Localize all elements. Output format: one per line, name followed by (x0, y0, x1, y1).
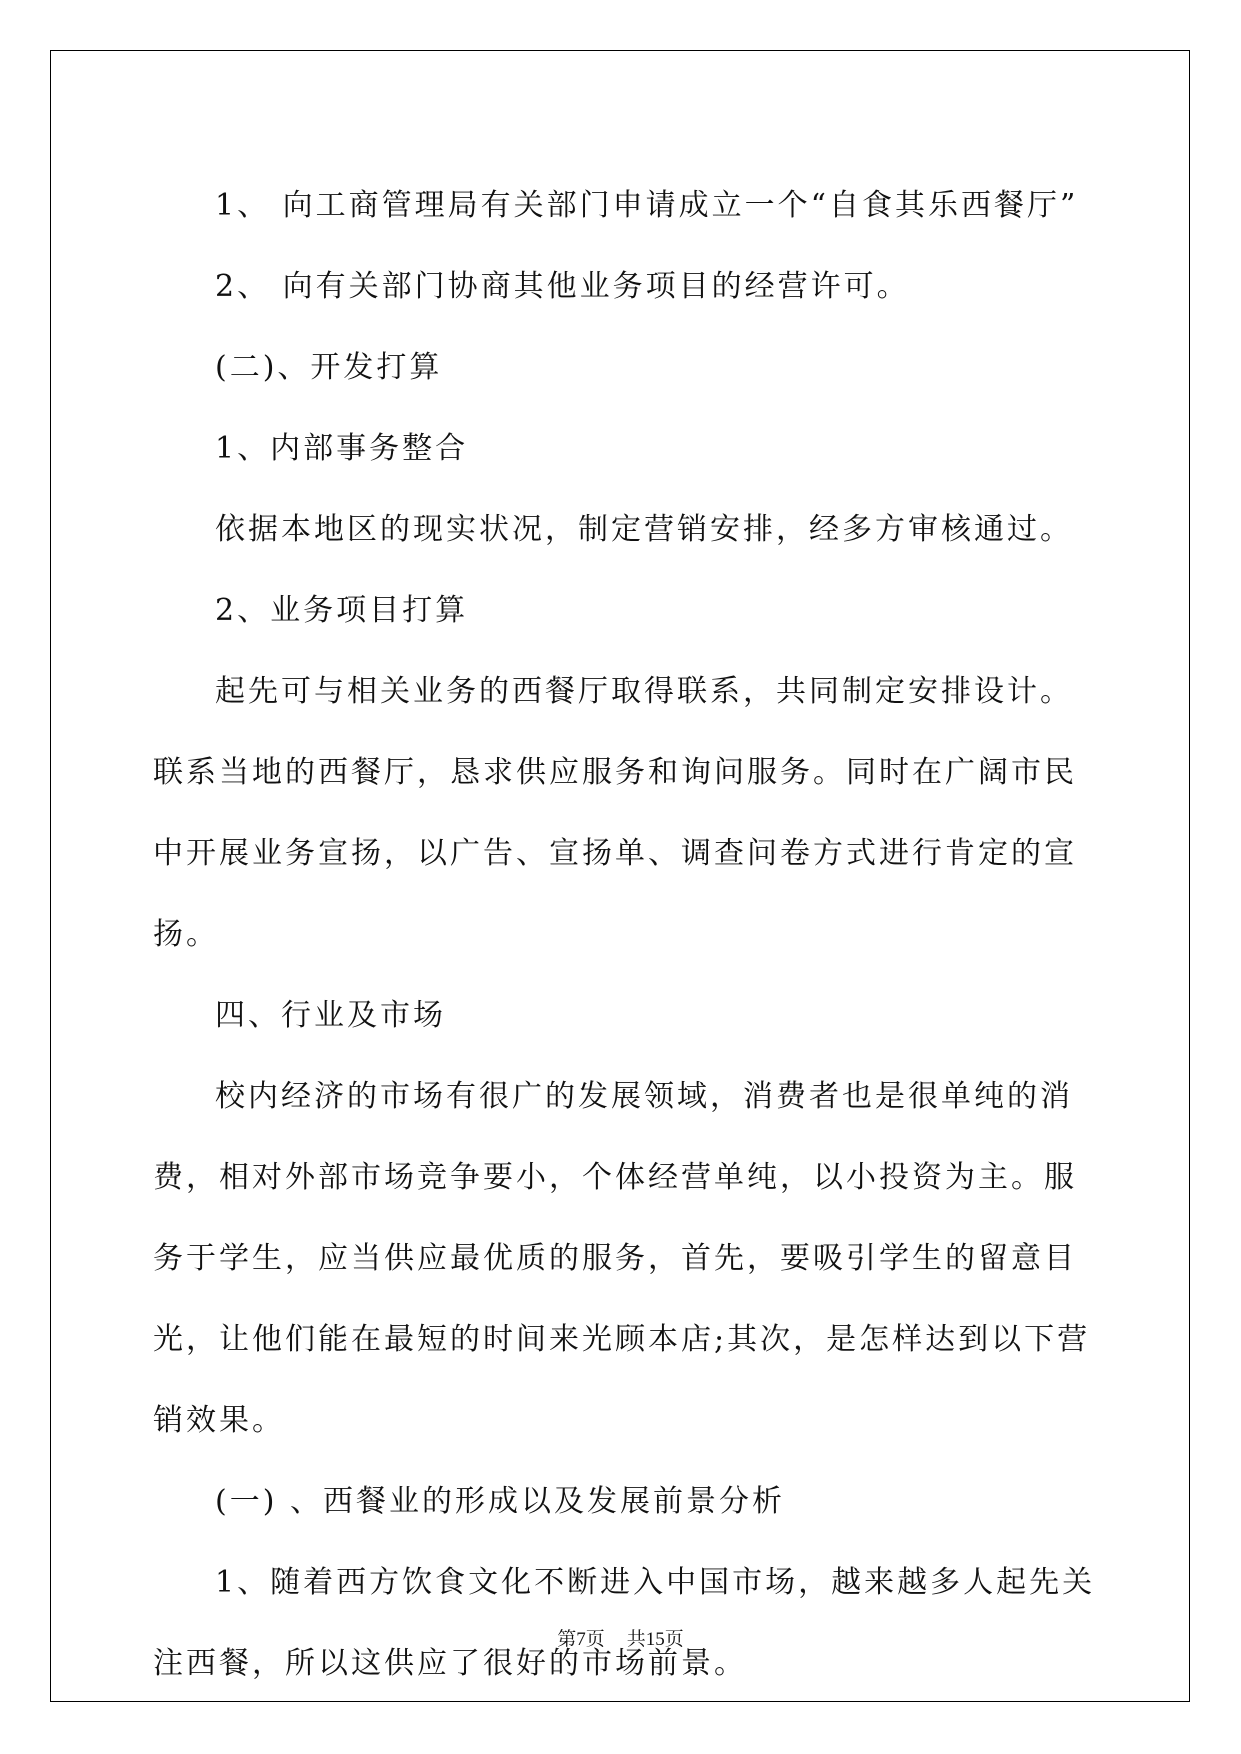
section-heading-development-plan: (二)、开发打算 (215, 350, 443, 385)
paragraph-campus-market: 校内经济的市场有很广的发展领域，消费者也是很单纯的消费，相对外部市场竞争要小，个体经营单纯，以小投资为主。服务于学生，应当供应最优质的服务，首先，要吸引学生的留意目光，让他们能在最短的时间来光顾本店;其次，是怎样达到以下营销效果。 (153, 1079, 1091, 1438)
subheading-western-food-analysis: (一) 、西餐业的形成以及发展前景分析 (215, 1484, 785, 1519)
page-footer (0, 1624, 1241, 1651)
document-body (153, 165, 1103, 1704)
section-heading-industry-market: 四、行业及市场 (215, 998, 446, 1033)
paragraph-1: 1、 向工商管理局有关部门申请成立一个“自食其乐西餐厅” (215, 188, 1079, 223)
subheading-internal-affairs: 1、内部事务整合 (215, 431, 469, 466)
paragraph-market-prospect: 1、随着西方饮食文化不断进入中国市场，越来越多人起先关注西餐，所以这供应了很好的市场前景。 (153, 1565, 1096, 1681)
page-number-total: 共15页 (626, 1629, 684, 1650)
paragraph-2: 2、 向有关部门协商其他业务项目的经营许可。 (215, 269, 910, 304)
subheading-business-plan: 2、业务项目打算 (215, 593, 469, 628)
paragraph-business-plan: 起先可与相关业务的西餐厅取得联系，共同制定安排设计。联系当地的西餐厅，恳求供应服务和询问服务。同时在广阔市民中开展业务宣扬，以广告、宣扬单、调查问卷方式进行肯定的宣扬。 (153, 674, 1077, 952)
paragraph-internal-affairs: 依据本地区的现实状况，制定营销安排，经多方审核通过。 (215, 512, 1073, 547)
page-number-current: 第7页 (557, 1629, 605, 1650)
